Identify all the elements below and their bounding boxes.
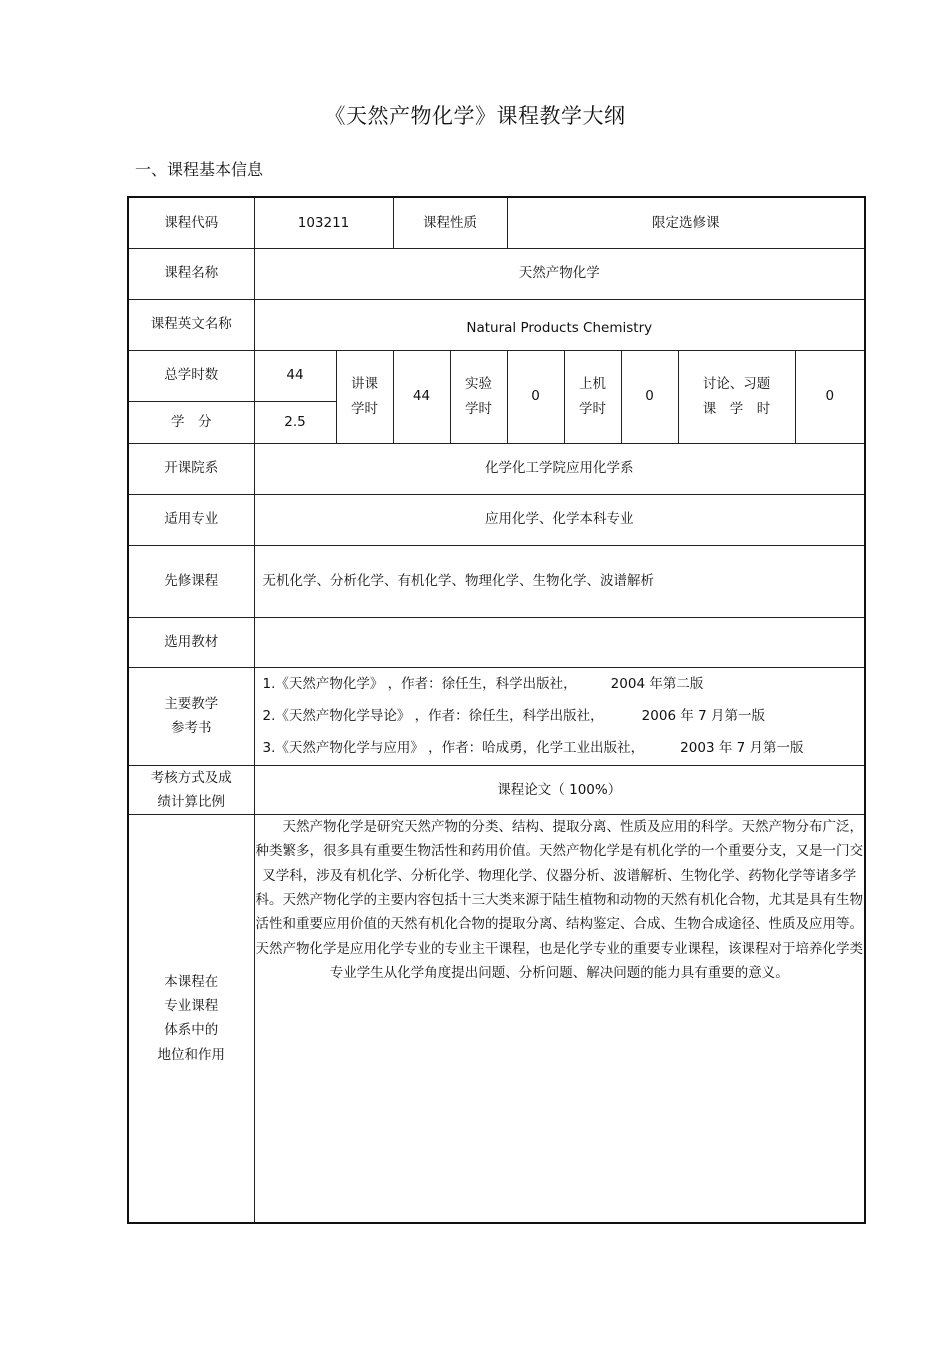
lab-hours-value: 0 [507, 350, 564, 443]
lecture-hours-label [336, 350, 393, 443]
position-label-line1: 本课程在 [164, 973, 219, 990]
course-nature-value: 限定选修课 [507, 197, 865, 248]
row-en-name [128, 299, 865, 350]
discussion-label-line1: 讨论、习题 [702, 376, 771, 393]
position-paragraph: 天然产物化学是研究天然产物的分类、结构、提取分离、性质及应用的科学。天然产物分布广泛，种类繁多，很多具有重要生物活性和药用价值。天然产物化学是有机化学的一个重要分支，又是一门交叉学科，涉及有机化学、分析化学、物理化学、仪器分析、波谱解析、生物化学、药物化学等诸多学科。天然产物化学的主要内容包括十三大类来源于陆生植物和动物的天然有机化合物，尤其是具有生物活性和重要应用价值的天然有机化合物的提取分离、结构鉴定、合成、生物合成途径、性质及应用等。天然产物化学是应用化学专业的专业主干课程，也是化学专业的重要专业课程，该课程对于培养化学类专业学生从化学角度提出问题、分析问题、解决问题的能力具有重要的意义。 [255, 819, 864, 981]
section-heading: 一、课程基本信息 [135, 160, 264, 179]
discussion-hours-label [678, 350, 795, 443]
discussion-hours-value: 0 [795, 350, 865, 443]
assessment-value: 课程论文（ 100%） [254, 765, 865, 815]
credit-label: 学 分 [128, 401, 254, 443]
computer-label-line2: 学时 [579, 400, 607, 417]
row-dept [128, 443, 865, 494]
reference-edition: 2003 年 7 月第一版 [680, 740, 804, 756]
row-major [128, 494, 865, 545]
row-assessment [128, 765, 865, 815]
prereq-value: 无机化学、分析化学、有机化学、物理化学、生物化学、波谱解析 [254, 545, 865, 617]
total-hours-value: 44 [254, 350, 336, 401]
row-references [128, 667, 865, 765]
assessment-label-line1: 考核方式及成 [150, 769, 232, 786]
reference-edition: 2004 年第二版 [610, 676, 704, 692]
lecture-label-line2: 学时 [351, 400, 378, 417]
computer-hours-value: 0 [621, 350, 678, 443]
assessment-label [128, 765, 254, 815]
reference-title: 3.《天然产物化学与应用》 ，作者：哈成勇，化学工业出版社， [262, 740, 645, 756]
total-hours-label: 总学时数 [128, 350, 254, 401]
lab-label-line1: 实验 [465, 376, 493, 393]
reference-title: 1.《天然产物化学》 ，作者：徐任生，科学出版社， [262, 676, 577, 692]
discussion-label-line2: 课 学 时 [702, 400, 771, 417]
course-name-label: 课程名称 [128, 248, 254, 299]
course-nature-label: 课程性质 [393, 197, 507, 248]
reference-item [255, 668, 865, 700]
course-code-label: 课程代码 [128, 197, 254, 248]
credit-value: 2.5 [254, 401, 336, 443]
lab-hours-label [450, 350, 507, 443]
computer-label-line1: 上机 [579, 376, 607, 393]
course-en-name-value: Natural Products Chemistry [254, 299, 865, 350]
row-code [128, 197, 865, 248]
lecture-hours-value: 44 [393, 350, 450, 443]
position-label-line3: 体系中的 [164, 1022, 219, 1039]
row-prereq [128, 545, 865, 617]
course-name-value: 天然产物化学 [254, 248, 865, 299]
course-en-name-label: 课程英文名称 [128, 299, 254, 350]
course-code-value: 103211 [254, 197, 393, 248]
lab-label-line2: 学时 [465, 400, 493, 417]
computer-hours-label [564, 350, 621, 443]
references-label [128, 667, 254, 765]
references-label-line1: 主要教学 [164, 695, 219, 712]
dept-value: 化学化工学院应用化学系 [254, 443, 865, 494]
row-hours [128, 350, 865, 401]
textbook-label: 选用教材 [128, 617, 254, 667]
major-value: 应用化学、化学本科专业 [254, 494, 865, 545]
row-name [128, 248, 865, 299]
position-label [128, 815, 254, 1223]
references-label-line2: 参考书 [171, 720, 212, 736]
major-label: 适用专业 [128, 494, 254, 545]
textbook-value [254, 617, 865, 667]
reference-item [255, 700, 865, 732]
position-description [254, 815, 865, 1223]
prereq-label: 先修课程 [128, 545, 254, 617]
references-list [254, 667, 865, 765]
dept-label: 开课院系 [128, 443, 254, 494]
position-label-line2: 专业课程 [164, 998, 219, 1015]
assessment-label-line2: 绩计算比例 [157, 793, 225, 810]
reference-title: 2.《天然产物化学导论》 ，作者：徐任生，科学出版社， [262, 708, 604, 724]
lecture-label-line1: 讲课 [351, 376, 378, 393]
reference-item [255, 732, 865, 764]
position-label-line4: 地位和作用 [157, 1046, 225, 1063]
reference-edition: 2006 年 7 月第一版 [641, 708, 765, 724]
row-textbook [128, 617, 865, 667]
page-title: 《天然产物化学》课程教学大纲 [324, 104, 626, 128]
course-info-table [127, 196, 866, 1224]
row-position [128, 815, 865, 1223]
